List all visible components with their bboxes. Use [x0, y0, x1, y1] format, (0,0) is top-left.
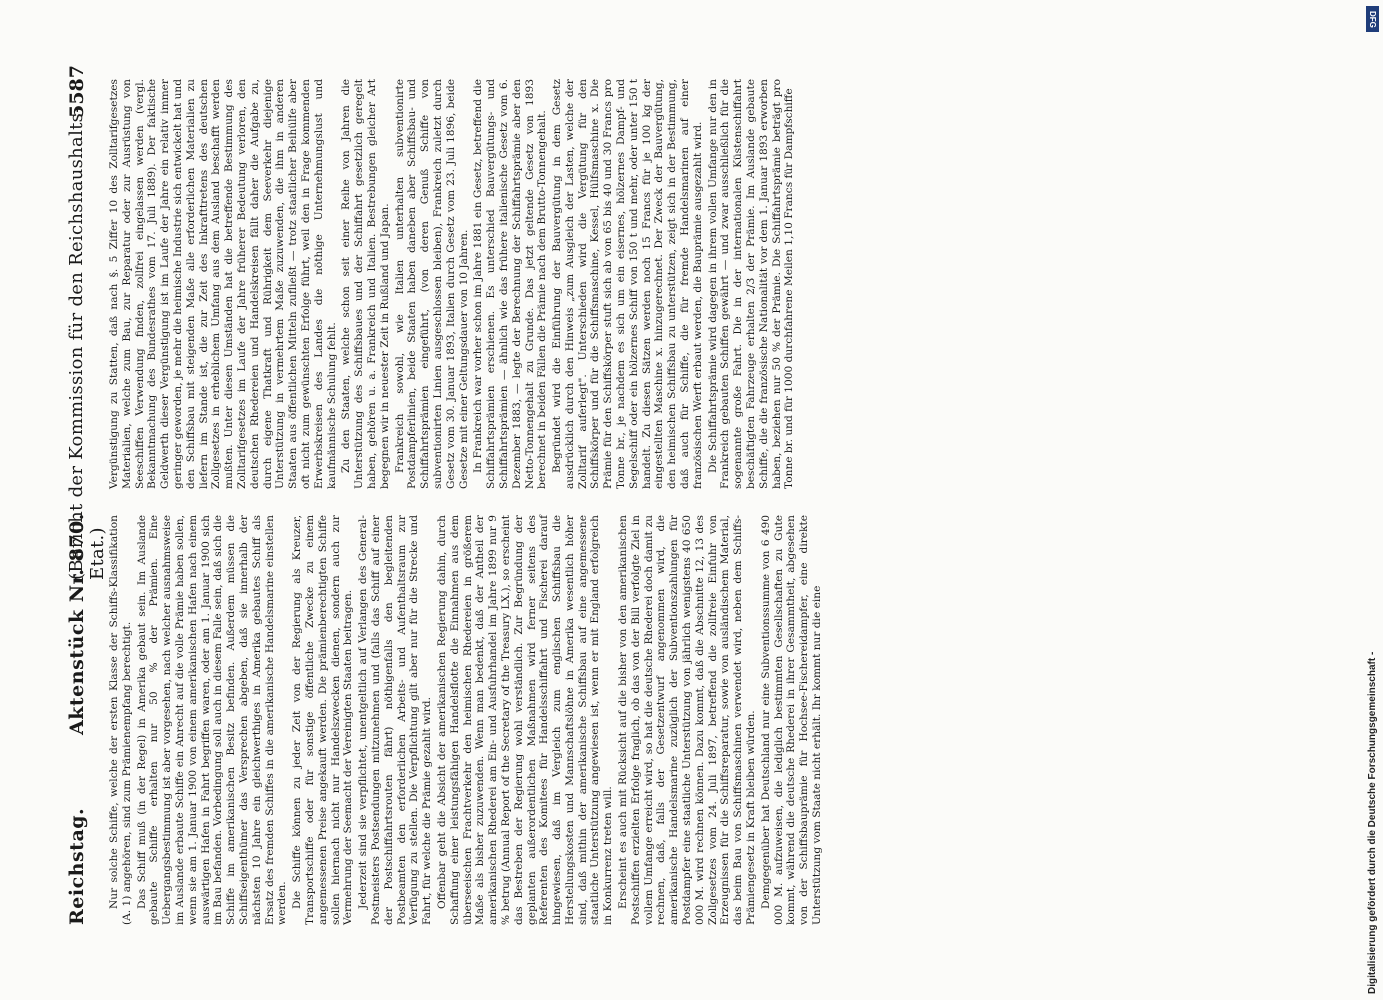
paragraph: Vergünstigung zu Statten, daß nach §. 5 Ziffer 10 des Zolltarifgesetzes Materialien, welche zum Bau, zur Reparatur oder zur Ausrüstung von Seeschiffen Verwendung finden, zollfrei eingelassen werden (vergl. Bekanntmachung des Bundesrathes vom 17. Juli 1889). Der faktische Geldwerth dieser Vergünstigung ist im Laufe der Jahre ein relativ immer geringer geworden, je mehr die heimische Industrie sich entwickelt hat und den Schiffsbau mit steigenden Maße alle erforderlichen Materialien zu liefern im Stande ist, die zur Zeit des Inkrafttretens des deutschen Zollgesetzes in erheblichem Umfang aus dem Ausland beschafft werden mußten. Unter diesen Umständen hat die betreffende Bestimmung des Zolltarifgesetzes im Laufe der Jahre früherer Bedeutung verloren, den deutschen Rhedereien und Handelskreisen fällt daher die Aufgabe zu, durch eigene Thatkraft und Rührigkeit dem Seeverkehr diejenige Unterstützung in vermehrtem Maße zuzuwenden, die ihm in anderen Staaten aus öffentlichen Mitteln zufließt — trotz staatlicher Beihülfe aber oft nicht zum gewünschten Erfolge führt, weil den in Frage kommenden Erwerbskreisen des Landes die nöthige Unternehmungslust und kaufmännische Schulung fehlt. — [108, 79, 338, 489]
paragraph: Begründet wird die Einführung der Bauvergütung in dem Gesetz ausdrücklich durch den Hinweis „zum Ausgleich der Lasten, welche der Zolltarif auferlegt". Unterschieden wird die Vergütung für den Schiffskörper und für die Schiffsmaschine, Kessel, Hülfsmaschine x. Die Prämie für den Schiffskörper stuft sich ab von 65 bis 40 und 30 Francs pro Tonne br., je nachdem es sich um ein eisernes, hölzernes Dampf- und Segelschiff oder ein hölzernes Schiff von 150 t und mehr, oder unter 150 t handelt. Zu diesen Sätzen werden noch 15 Francs für je 100 kg der eingestellten Maschine x. hinzugerechnet. Der Zweck der Bauvergütung, den heimischen Schiffsbau zu unterstützen, zeigt sich in der Bestimmung, daß auch für Schiffe, die für fremde Handelsmarinen auf einer französischen Werft erbaut werden, die Bauprämie ausgezahlt wird. — [551, 79, 704, 489]
text-column-left — [108, 515, 1008, 925]
page-header — [62, 65, 108, 925]
digitization-note: Digitalisierung gefördert durch die Deutsche Forschungsgemeinschaft - — [1367, 651, 1378, 994]
rotated-page — [62, 65, 1302, 925]
paragraph: Die Schiffahrtsprämie wird dagegen in ihrem vollen Umfange nur den in Frankreich gebauten Schiffen gewährt — und zwar ausschließlich für die sogenannte große Fahrt. Die in der internationalen Küstenschiffahrt beschäftigten Fahrzeuge erhalten 2/3 der Prämie. Im Auslande gebaute Schiffe, die die französische Nationalität vor dem 1. Januar 1893 erworben haben, beziehen nur 50 % der Prämie. Die Schiffahrtsprämie beträgt pro Tonne br. und für 1000 durchfahrene Meilen 1,10 Francs für Dampfschiffe — [706, 79, 796, 489]
page-number: 5587 — [66, 65, 88, 118]
header-report-title: (Bericht der Kommission für den Reichshaushalts-Etat.) — [66, 106, 108, 580]
paragraph: Jederzeit sind sie verpflichtet, unentgeltlich auf Verlangen des General-Postmeisters Postsendungen mitzunehmen und (falls das Schiff auf einer der Postschiffahrtsrouten fährt) nöthigenfalls den begleitenden Postbeamten den erforderlichen Arbeits- und Aufenthaltsraum zur Verfügung zu stellen. Die Verpflichtung gilt aber nur für die Strecke und Fahrt, für welche die Prämie gezahlt wird. — [357, 515, 434, 925]
paragraph: Demgegenüber hat Deutschland nur eine Subventionssumme von 6 490 000 M. aufzuweisen, die lediglich bestimmten Gesellschaften zu Gute kommt, während die deutsche Rhederei in ihrer Gesammtheit, abgesehen von der Schiffsbauprämie für Hochsee-Fischereidampfer, eine direkte Unterstützung vom Staate nicht erhält. Ihr kommt nur die eine — [759, 515, 824, 925]
header-reichstag: Reichstag. — [66, 807, 88, 925]
paragraph: Frankreich sowohl, wie Italien unterhalten subventionirte Postdampferlinien, beide Staaten haben daneben aber Schiffsbau- und Schiffahrtsprämien eingeführt, (von deren Genuß Schiffe von subventionirten Linien ausgeschlossen bleiben), Frankreich zuletzt durch Gesetz vom 30. Januar 1893, Italien durch Gesetz vom 23. Juli 1896, beide Gesetze mit einer Geltungsdauer von 10 Jahren. — [393, 79, 470, 489]
paragraph: Offenbar geht die Absicht der amerikanischen Regierung dahin, durch Schaffung einer leistungsfähigen Handelsflotte die Einnahmen aus dem überseeischen Frachtverkehr den heimischen Rhedereien in größerem Maße als bisher zuzuwenden. Wenn man bedenkt, daß der Antheil der amerikanischen Rhederei am Ein- und Ausfuhrhandel im Jahre 1899 nur 9 % betrug (Annual Report of the Secretary of the Treasury LX.), so erscheint das Bestreben der Regierung wohl verständlich. Zur Begründung der geplanten außerordentlichen Maßnahmen wird ferner seitens des Referenten des Komitees für Handelsschiffahrt und Fischerei darauf hingewiesen, daß im Vergleich zum englischen Schiffsbau die Herstellungskosten und Mannschaftslöhne in Amerika wesentlich höher sind, daß mithin der amerikanische Schiffsbau auf eine angemessene staatliche Unterstützung angewiesen ist, wenn er mit England erfolgreich in Konkurrenz treten will. — [435, 515, 615, 925]
paragraph: Das Schiff muß (in der Regel) in Amerika gebaut sein. Im Auslande gebaute Schiffe erhalten nur 50 % der Prämien. Eine Uebergangsbestimmung ist aber vorgesehen, nach welcher ausnahmsweise im Auslande erbaute Schiffe ein Anrecht auf die volle Prämie haben sollen, wenn sie am 1. Januar 1900 von einem amerikanischen Hafen nach einem auswärtigen Hafen in Fahrt begriffen waren, oder am 1. Januar 1900 sich im Bau befanden. Vorbedingung soll auch in diesem Falle sein, daß sich die Schiffe im amerikanischen Besitz befinden. Außerdem müssen die Schiffseigenthümer das Versprechen abgeben, daß sie innerhalb der nächsten 10 Jahre ein gleichwerthiges in Amerika gebautes Schiff als Ersatz des fremden Schiffes in die amerikanische Handelsmarine einstellen werden. — [135, 515, 289, 925]
paragraph: In Frankreich war vorher schon im Jahre 1881 ein Gesetz, betreffend die Schiffahrtsprämien erschienen. Es unterschied Bauvergütungs- und Schiffahrtsprämien — ähnlich wie das frühere italienische Gesetz vom 6. Dezember 1883, — legte der Berechnung der Schiffahrtsprämie aber den Netto-Tonnengehalt zu Grunde. Das jetzt geltende Gesetz von 1893 berechnet in beiden Fällen die Prämie nach dem Brutto-Tonnengehalt. — [472, 79, 549, 489]
paragraph: Erscheint es auch mit Rücksicht auf die bisher von den amerikanischen Postschiffen erzielten Erfolge fraglich, ob das von der Bill verfolgte Ziel in vollem Umfange erreicht wird, so hat die deutsche Rhederei doch damit zu rechnen, daß, falls der Gesetzentwurf angenommen wird, die amerikanische Handelsmarine zuzüglich der Subventionszahlungen für Postdampfer eine staatliche Unterstützung von jährlich wenigstens 40 650 000 M. wird rechnen können. Dazu kommt, daß die Abschnitte 12, 13 des Zollgesetzes vom 24. Juli 1897, betreffend die zollfreie Einfuhr von Erzeugnissen für die Schiffsreparatur, sowie von ausländischem Material, das beim Bau von Schiffsmaschinen verwendet wird, neben dem Schiffs-Prämiengesetz in Kraft bleiben würden. — [617, 515, 758, 925]
paragraph: Zu den Staaten, welche schon seit einer Reihe von Jahren die Unterstützung des Schiffsbaues und der Schiffahrt gesetzlich geregelt haben, gehören u. a. Frankreich und Italien. Bestrebungen gleicher Art begegnen wir in neuester Zeit in Rußland und Japan. — [340, 79, 391, 489]
paragraph: Nur solche Schiffe, welche der ersten Klasse der Schiffs-Klassifikation (A. 1) angehören, sind zum Prämienempfang berechtigt. — [108, 515, 133, 925]
header-document-number: Aktenstück Nr. 870. — [66, 513, 88, 735]
dfg-logo: DFG — [1366, 6, 1379, 32]
paragraph: Die Schiffe können zu jeder Zeit von der Regierung als Kreuzer, Transportschiffe oder für sonstige öffentliche Zwecke zu einem angemessenen Preise angekauft werden. Die prämienberechtigten Schiffe sollen hiernach nicht nur Handelszwecken dienen, sondern auch zur Vermehrung der Seemacht der Vereinigten Staaten beitragen. — [291, 515, 355, 925]
text-column-right — [108, 79, 1278, 489]
